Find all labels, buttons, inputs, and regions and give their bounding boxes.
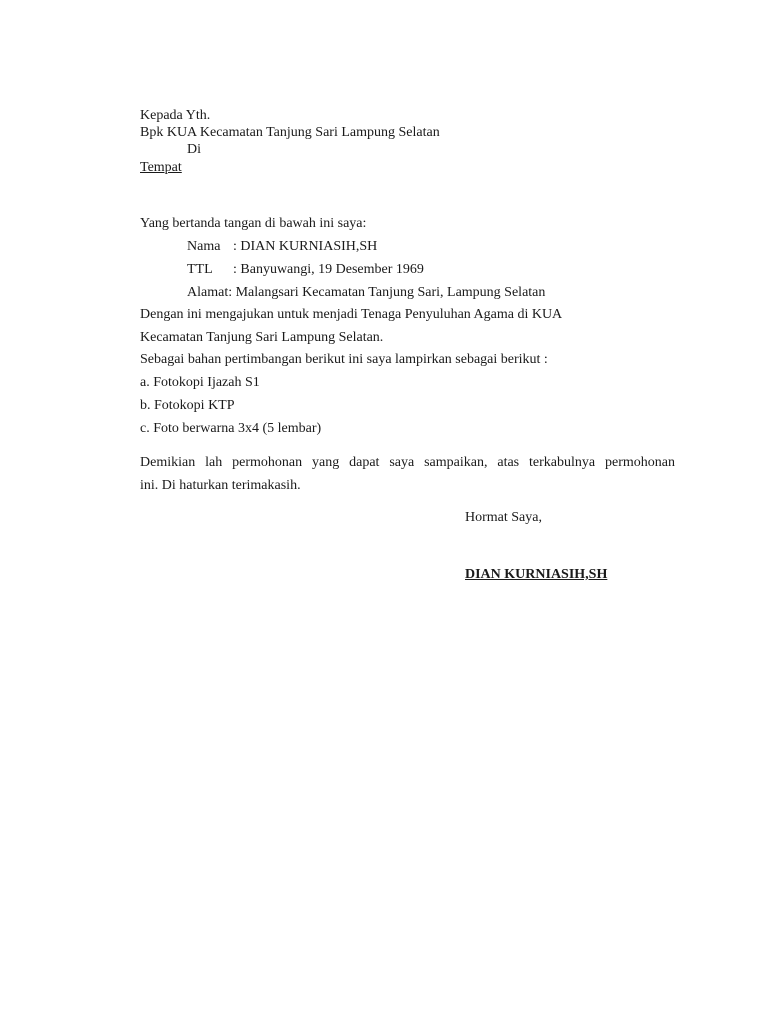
closing-paragraph-line-2: ini. Di haturkan terimakasih. (140, 478, 301, 493)
field-ttl-value: : Banyuwangi, 19 Desember 1969 (233, 262, 424, 277)
field-ttl-label: TTL (187, 262, 213, 277)
signature-greeting: Hormat Saya, (465, 510, 542, 525)
body-paragraph-line-1: Dengan ini mengajukan untuk menjadi Tenaga Penyuluhan Agama di KUA (140, 307, 563, 322)
attachment-item: b. Fotokopi KTP (140, 398, 235, 413)
recipient-line-3: Di (187, 142, 201, 157)
signature-name: DIAN KURNIASIH,SH (465, 567, 608, 582)
recipient-line-1: Kepada Yth. (140, 108, 211, 123)
body-paragraph-line-2: Kecamatan Tanjung Sari Lampung Selatan. (140, 330, 384, 345)
attachments-intro: Sebagai bahan pertimbangan berikut ini saya lampirkan sebagai berikut : (140, 352, 548, 367)
closing-paragraph-line-1: Demikian lah permohonan yang dapat saya sampaikan, atas terkabulnya permohonan (140, 455, 675, 470)
field-alamat (187, 285, 545, 301)
recipient-line-4: Tempat (140, 160, 182, 175)
field-alamat-value: : Malangsari Kecamatan Tanjung Sari, Lampung Selatan (228, 285, 546, 300)
recipient-line-2: Bpk KUA Kecamatan Tanjung Sari Lampung Selatan (140, 125, 440, 140)
field-alamat-label: Alamat (187, 285, 229, 300)
attachment-item: c. Foto berwarna 3x4 (5 lembar) (140, 421, 322, 436)
field-nama (187, 239, 377, 255)
field-ttl (187, 262, 424, 278)
field-nama-value: : DIAN KURNIASIH,SH (233, 239, 378, 254)
intro-text: Yang bertanda tangan di bawah ini saya: (140, 216, 367, 231)
field-nama-label: Nama (187, 239, 221, 254)
attachment-item: a. Fotokopi Ijazah S1 (140, 375, 260, 390)
